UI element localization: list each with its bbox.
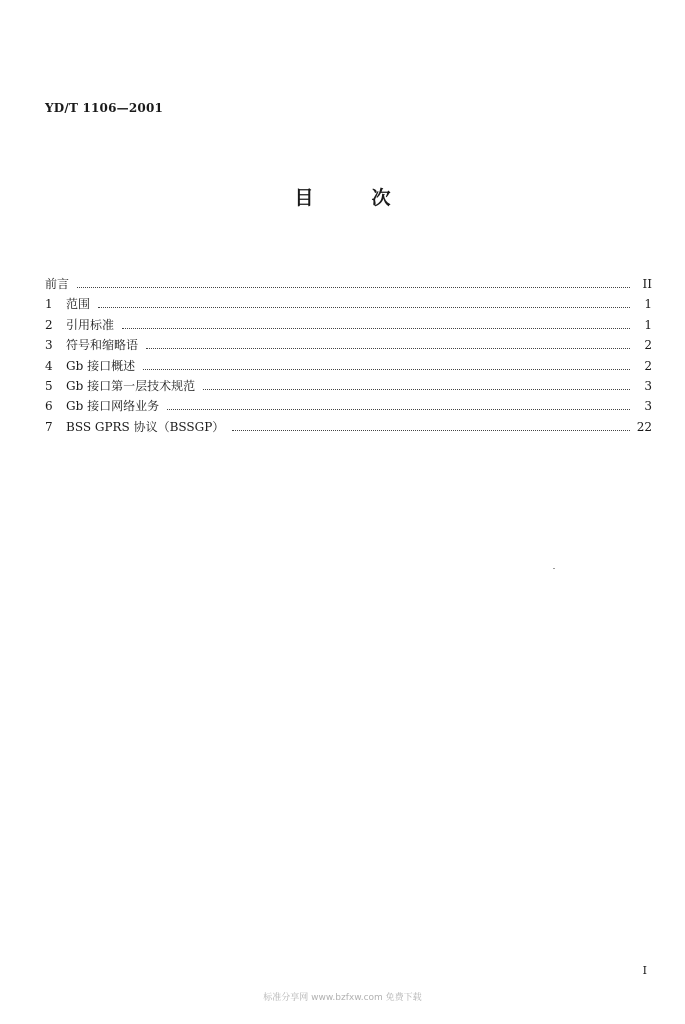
title-char-mu: 目 xyxy=(294,187,314,209)
toc-leader-dots xyxy=(122,327,630,329)
toc-number: 2 xyxy=(45,317,53,332)
standard-code: YD/T 1106—2001 xyxy=(45,101,164,115)
toc-label: Gb 接口网络业务 xyxy=(66,399,160,414)
toc-page-number: 2 xyxy=(644,358,652,373)
toc-page-number: 1 xyxy=(644,297,652,312)
toc-page-number: 3 xyxy=(644,399,652,414)
scan-speck xyxy=(553,568,555,569)
toc-entry-scope[interactable] xyxy=(45,294,652,314)
toc-page-number: 22 xyxy=(636,419,652,434)
toc-label: 前言 xyxy=(45,277,70,291)
table-of-contents xyxy=(45,274,652,437)
toc-label: 符号和缩略语 xyxy=(66,338,139,353)
toc-page-number: II xyxy=(642,277,652,291)
page-number: I xyxy=(642,964,647,977)
toc-leader-dots xyxy=(167,408,630,410)
toc-number: 1 xyxy=(45,297,53,312)
toc-label: Gb 接口概述 xyxy=(66,358,136,373)
toc-page-number: 1 xyxy=(644,317,652,332)
toc-entry-gb-network-service[interactable] xyxy=(45,396,652,416)
toc-entry-bssgp[interactable] xyxy=(45,417,652,437)
toc-number: 7 xyxy=(45,419,53,434)
toc-number: 3 xyxy=(45,338,53,353)
toc-label: 引用标准 xyxy=(66,317,115,332)
toc-leader-dots xyxy=(146,347,630,349)
toc-label: Gb 接口第一层技术规范 xyxy=(66,378,196,393)
toc-leader-dots xyxy=(232,429,630,431)
watermark-text: 标准分享网 www.bzfxw.com 免费下载 xyxy=(263,993,422,1003)
toc-leader-dots xyxy=(203,388,630,390)
toc-entry-gb-layer1[interactable] xyxy=(45,376,652,396)
toc-number: 6 xyxy=(45,399,53,414)
toc-label: 范围 xyxy=(66,297,91,312)
title-char-ci: 次 xyxy=(371,187,391,209)
toc-page-number: 2 xyxy=(644,338,652,353)
toc-entry-normative-references[interactable] xyxy=(45,315,652,335)
toc-leader-dots xyxy=(98,306,630,308)
toc-entry-gb-overview[interactable] xyxy=(45,356,652,376)
toc-number: 5 xyxy=(45,378,53,393)
toc-leader-dots xyxy=(143,368,630,370)
toc-page-number: 3 xyxy=(644,378,652,393)
toc-label: BSS GPRS 协议（BSSGP） xyxy=(66,419,225,434)
toc-entry-symbols-abbreviations[interactable] xyxy=(45,335,652,355)
page-title xyxy=(0,183,685,210)
toc-number: 4 xyxy=(45,358,53,373)
toc-entry-preface[interactable] xyxy=(45,274,652,294)
toc-leader-dots xyxy=(77,286,630,288)
